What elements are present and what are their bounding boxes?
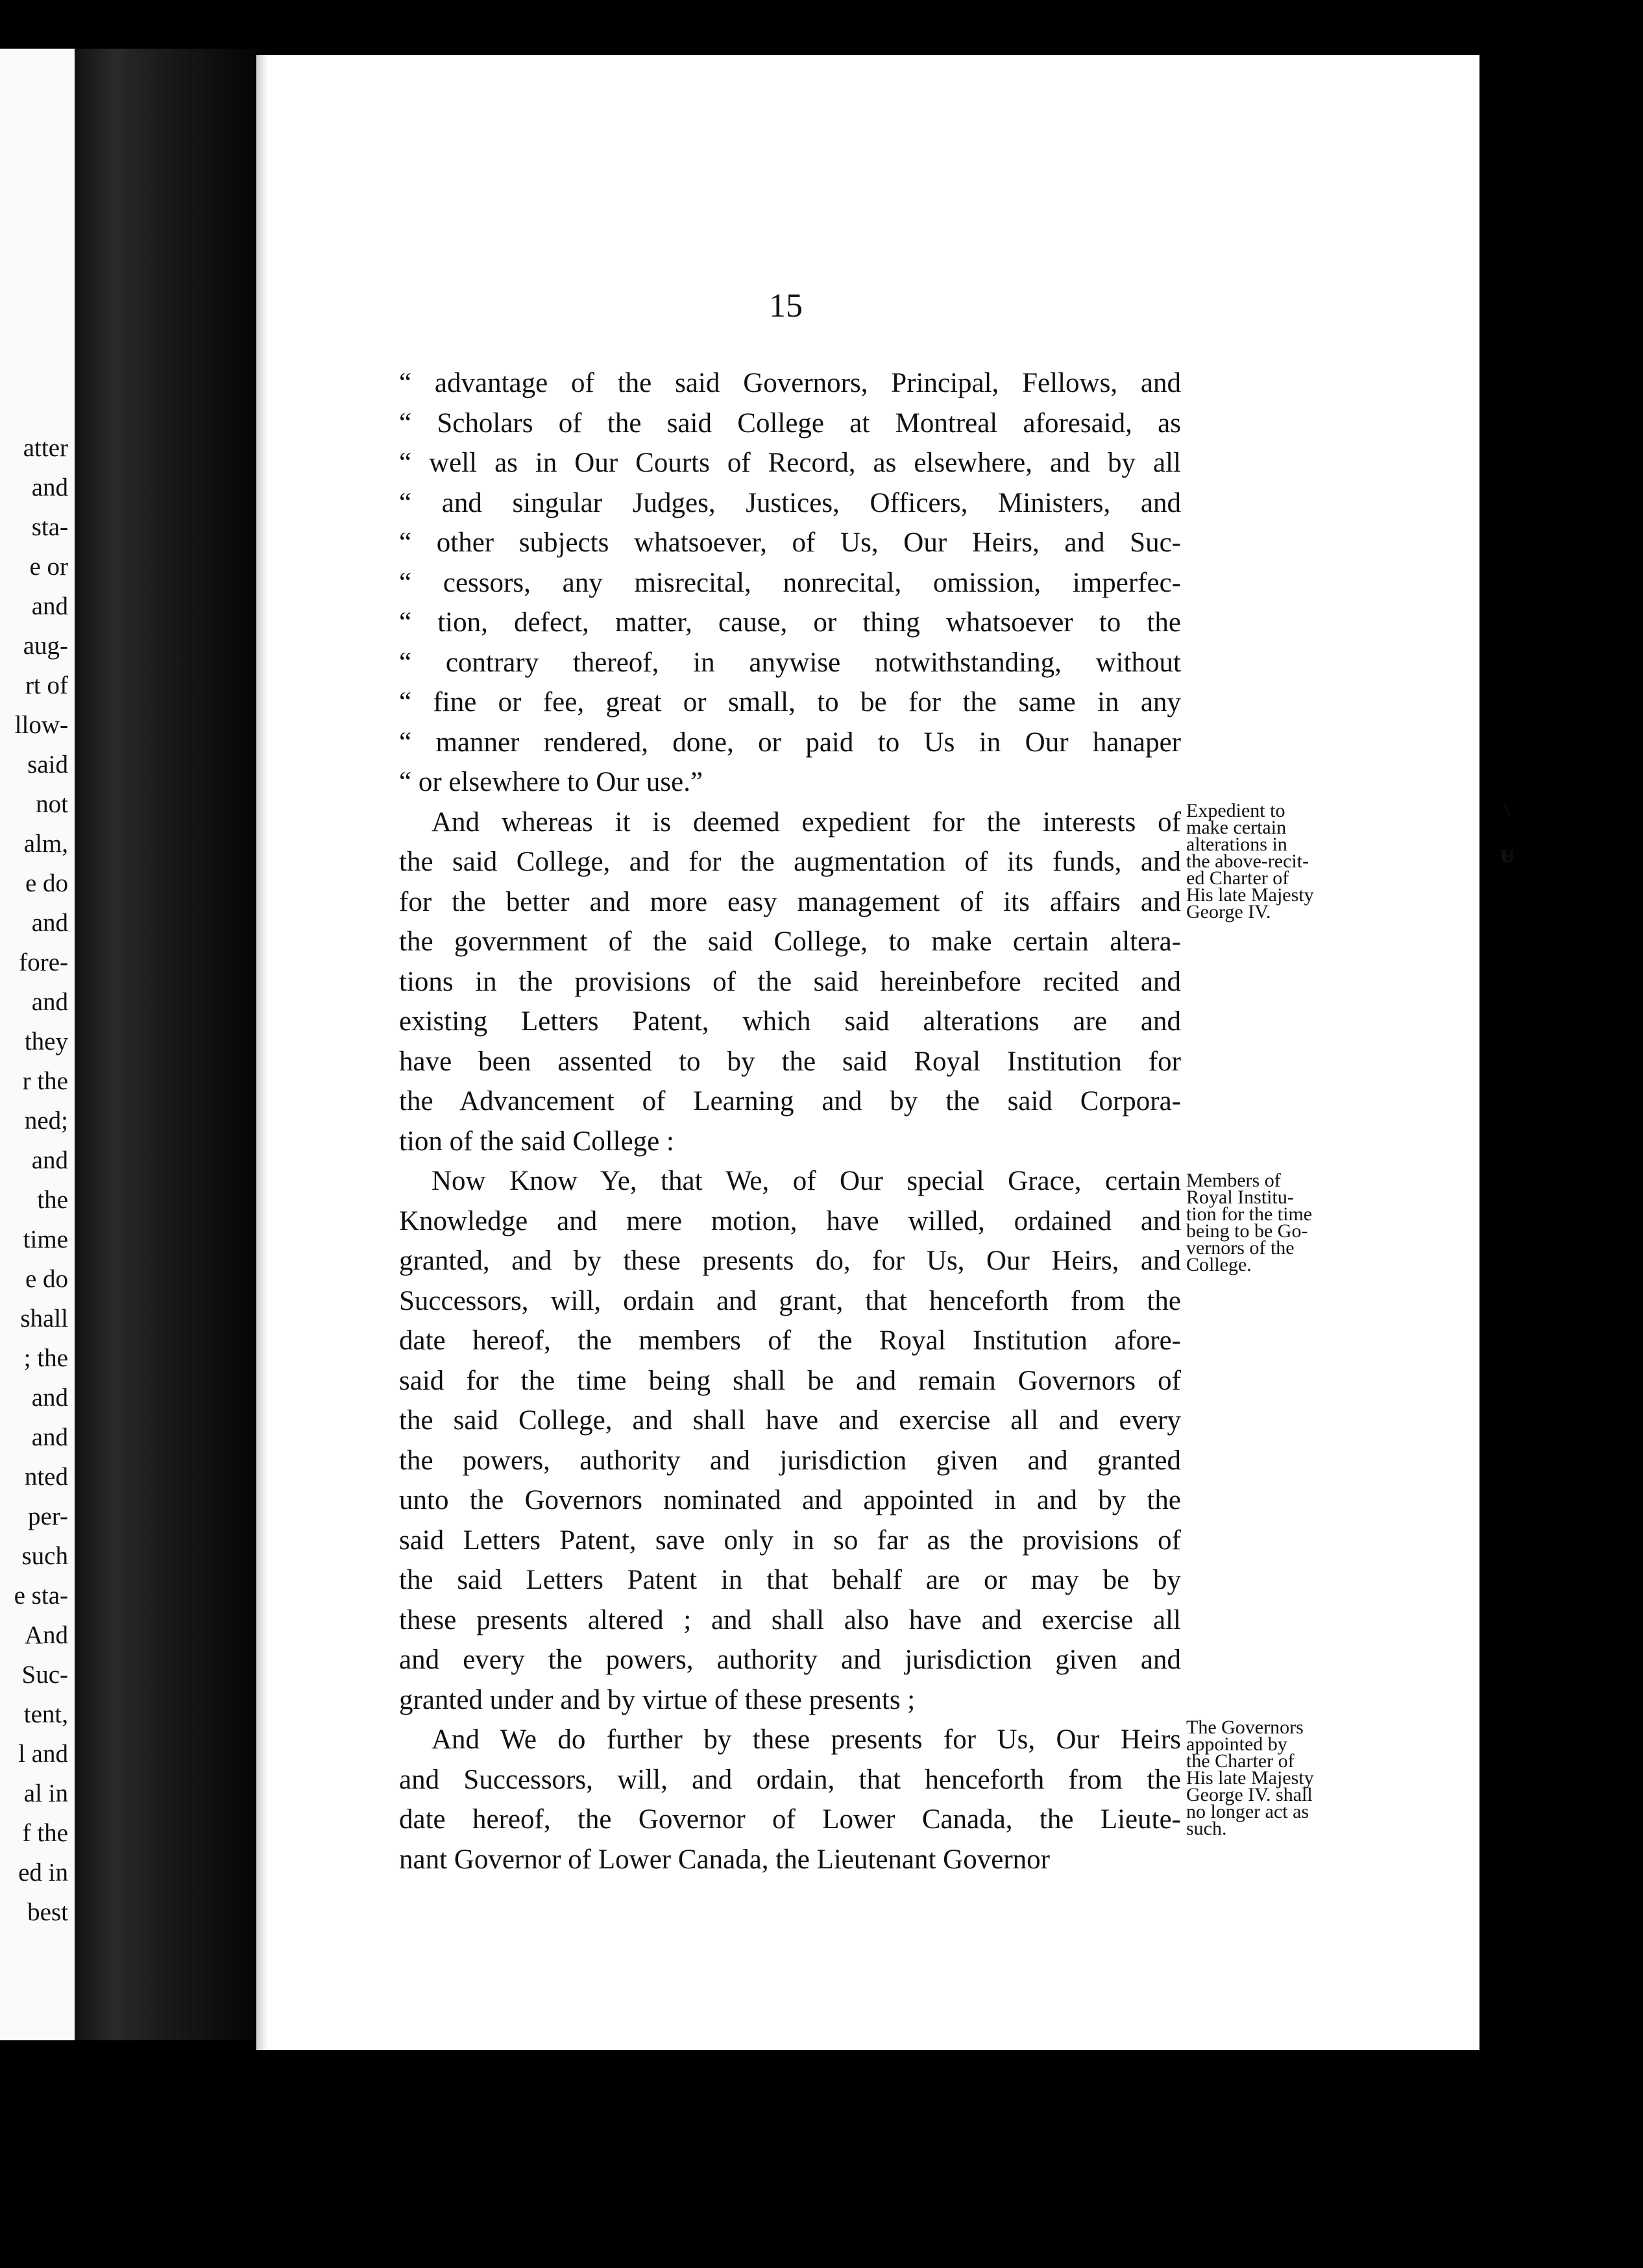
sidenote-line: the above-recit- (1186, 850, 1309, 872)
sidenote-line: appointed by (1186, 1733, 1287, 1755)
sidenote-line: vernors of the (1186, 1237, 1295, 1259)
sidenote-line: College. (1186, 1254, 1252, 1275)
left-page-fragment: rt of (25, 671, 68, 699)
text-line: nant Governor of Lower Canada, the Lieutenant Governor (399, 1844, 1050, 1875)
sidenote-line: alterations in (1186, 834, 1287, 855)
text-line: And We do further by these presents for Us, Our Heirs (432, 1724, 1181, 1755)
left-page-fragment: nted (24, 1463, 68, 1491)
sidenote-expedient (1186, 802, 1361, 921)
left-page-fragment: such (21, 1542, 68, 1570)
sidenote-line: George IV. (1186, 901, 1271, 923)
text-line: Now Know Ye, that We, of Our special Grace, certain (432, 1166, 1181, 1196)
left-page-fragment: al in (23, 1779, 68, 1807)
left-page-fragment: said (27, 751, 68, 778)
right-page-inner-edge (256, 55, 268, 2050)
text-line: “ well as in Our Courts of Record, as elsewhere, and by all (399, 448, 1181, 478)
text-line: date hereof, the Governor of Lower Canada, the Lieute- (399, 1804, 1181, 1835)
sidenote-line: His late Majesty (1186, 884, 1314, 906)
text-line: Successors, will, ordain and grant, that henceforth from the (399, 1285, 1181, 1316)
left-page-fragment: time (23, 1225, 68, 1253)
text-line: “ or elsewhere to Our use.” (399, 767, 703, 797)
left-page-fragment: ned; (24, 1107, 68, 1135)
text-line: “ other subjects whatsoever, of Us, Our Heirs, and Suc- (399, 527, 1181, 558)
page-gutter-shadow (75, 49, 276, 2040)
left-page-fragment: e sta- (14, 1582, 68, 1610)
sidenote-line: Expedient to (1186, 800, 1285, 821)
left-page-fragment: and (31, 592, 68, 620)
left-page-fragment: and (31, 1384, 68, 1412)
left-page-fragment: ed in (18, 1859, 68, 1887)
left-page-fragment: and (31, 1423, 68, 1451)
left-page-fragment: shall (20, 1305, 68, 1333)
text-line: unto the Governors nominated and appointed in and by the (399, 1485, 1181, 1515)
text-line: said for the time being shall be and remain Governors of (399, 1365, 1181, 1396)
sidenote-line: The Governors (1186, 1717, 1304, 1738)
text-line: granted, and by these presents do, for Us, Our Heirs, and (399, 1246, 1181, 1276)
sidenote-governors (1186, 1719, 1361, 1837)
text-line: and every the powers, authority and jurisdiction given and (399, 1645, 1181, 1675)
text-line: “ tion, defect, matter, cause, or thing whatsoever to the (399, 607, 1181, 638)
sidenote-line: George IV. shall (1186, 1784, 1313, 1805)
left-page-fragment: fore- (19, 948, 68, 976)
text-line: “ manner rendered, done, or paid to Us in Our hanaper (399, 727, 1181, 758)
sidenote-line: Royal Institu- (1186, 1187, 1294, 1208)
text-line: And whereas it is deemed expedient for the interests of (432, 806, 1181, 838)
left-page-fragment: sta- (31, 513, 68, 541)
text-line: “ fine or fee, great or small, to be for the same in any (399, 687, 1181, 718)
left-page-text-fragments (0, 428, 68, 1932)
left-page-fragment: ; the (23, 1344, 68, 1372)
left-page-fragment: and (31, 1146, 68, 1174)
text-line: existing Letters Patent, which said alterations are and (399, 1006, 1181, 1037)
text-line: said Letters Patent, save only in so far as the provisions of (399, 1525, 1181, 1556)
left-page-fragment: tent, (23, 1700, 68, 1728)
text-line: “ contrary thereof, in anywise notwithstanding, without (399, 647, 1181, 678)
left-facing-page (0, 49, 75, 2040)
sidenote-line: His late Majesty (1186, 1767, 1314, 1789)
text-line: granted under and by virtue of these presents ; (399, 1684, 916, 1715)
sidenote-line: Members of (1186, 1170, 1281, 1191)
sidenote-line: ed Charter of (1186, 867, 1289, 889)
paragraph-and-we-do-further (399, 1720, 1181, 1879)
left-page-fragment: aug- (23, 632, 68, 660)
stray-ink-mark: ᵾ (1500, 839, 1515, 868)
left-page-fragment: And (24, 1621, 68, 1649)
text-line: the said College, and for the augmentation of its funds, and (399, 847, 1181, 877)
text-line: “ advantage of the said Governors, Principal, Fellows, and (399, 368, 1181, 398)
left-page-fragment: e do (25, 869, 68, 897)
text-line: “ Scholars of the said College at Montreal aforesaid, as (399, 407, 1181, 439)
paragraph-now-know-ye (399, 1161, 1181, 1720)
text-line: for the better and more easy management of its affairs and (399, 886, 1181, 917)
left-page-fragment: e do (25, 1265, 68, 1293)
left-page-fragment: Suc- (21, 1661, 68, 1689)
left-page-fragment: and (31, 988, 68, 1016)
text-line: date hereof, the members of the Royal Institution afore- (399, 1325, 1181, 1356)
sidenote-line: no longer act as (1186, 1801, 1309, 1822)
left-page-fragment: not (36, 790, 68, 818)
text-line: the said Letters Patent in that behalf are or may be by (399, 1565, 1181, 1595)
left-page-fragment: f the (22, 1819, 68, 1847)
text-line: tions in the provisions of the said hereinbefore recited and (399, 966, 1181, 997)
text-line: Knowledge and mere motion, have willed, ordained and (399, 1205, 1181, 1237)
left-page-fragment: r the (22, 1067, 68, 1095)
stray-ink-tick: \ (1504, 799, 1510, 821)
left-page-fragment: the (37, 1186, 68, 1214)
text-line: these presents altered ; and shall also have and exercise all (399, 1604, 1181, 1635)
left-page-fragment: llow- (14, 711, 68, 739)
left-page-fragment: they (24, 1028, 68, 1056)
text-line: and Successors, will, and ordain, that henceforth from the (399, 1764, 1181, 1795)
left-page-fragment: and (31, 909, 68, 937)
page-number: 15 (769, 287, 803, 324)
sidenote-line: make certain (1186, 817, 1287, 838)
sidenote-line: being to be Go- (1186, 1220, 1308, 1242)
text-line: “ and singular Judges, Justices, Officers, Ministers, and (399, 487, 1181, 518)
left-page-fragment: l and (18, 1740, 68, 1768)
text-line: the government of the said College, to make certain altera- (399, 926, 1181, 957)
text-line: “ cessors, any misrecital, nonrecital, omission, imperfec- (399, 567, 1181, 598)
left-page-fragment: e or (29, 553, 68, 581)
sidenote-line: the Charter of (1186, 1750, 1295, 1772)
text-line: tion of the said College : (399, 1126, 674, 1157)
text-line: the powers, authority and jurisdiction given and granted (399, 1445, 1181, 1476)
body-text (399, 363, 1181, 1879)
left-page-fragment: atter (23, 434, 68, 462)
left-page-fragment: alm, (23, 830, 68, 858)
left-page-fragment: best (27, 1898, 68, 1926)
sidenote-line: tion for the time (1186, 1203, 1313, 1225)
text-line: the said College, and shall have and exercise all and every (399, 1405, 1181, 1436)
text-line: the Advancement of Learning and by the said Corpora- (399, 1086, 1181, 1116)
left-page-fragment: and (31, 474, 68, 501)
text-line: have been assented to by the said Royal Institution for (399, 1046, 1181, 1077)
paragraph-quotation-end (399, 363, 1181, 802)
paragraph-whereas (399, 802, 1181, 1162)
sidenote-line: such. (1186, 1818, 1227, 1839)
left-page-fragment: per- (27, 1502, 68, 1530)
sidenote-members (1186, 1172, 1361, 1273)
